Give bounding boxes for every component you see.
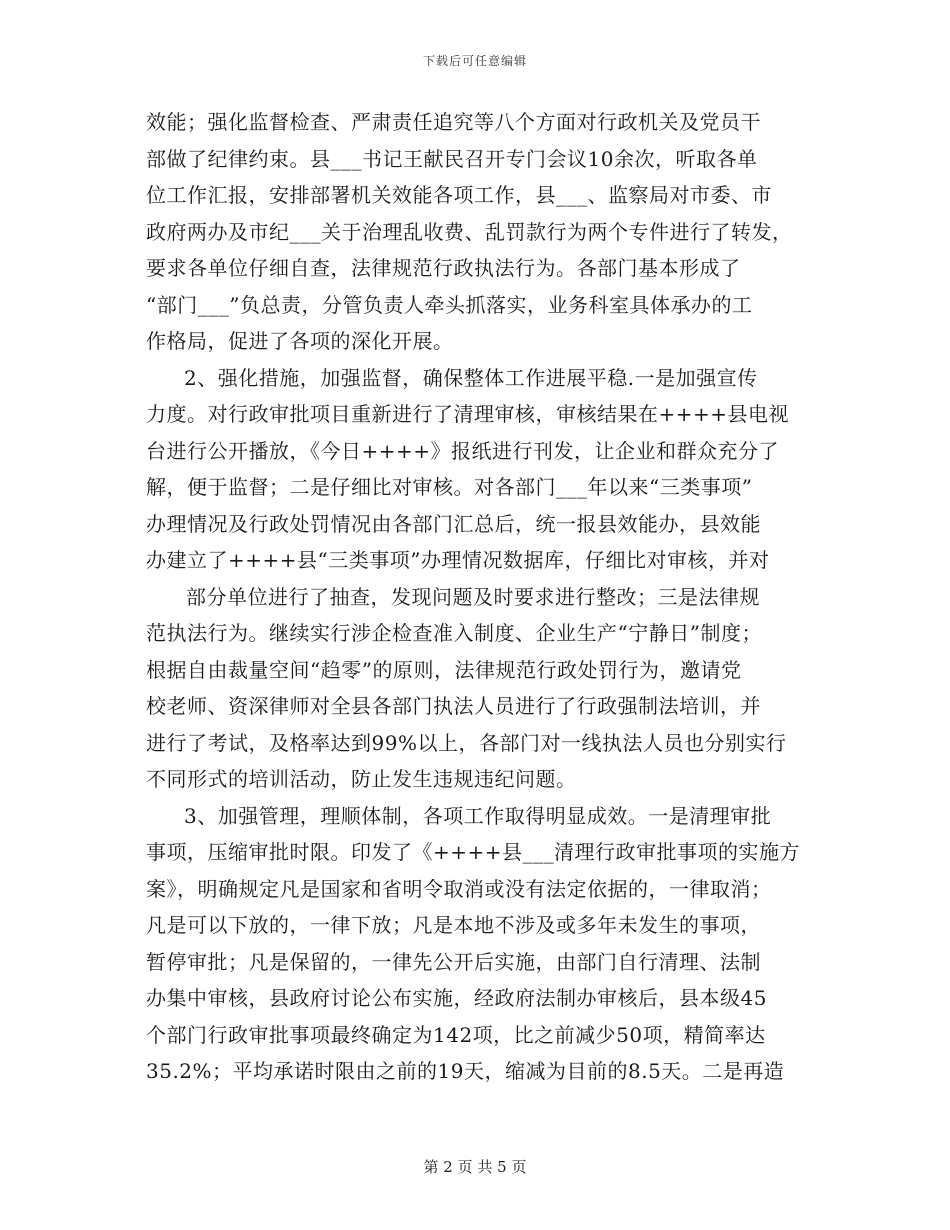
document-body: [146, 104, 836, 1090]
text-line: 位工作汇报，安排部署机关效能各项工作，县___、监察局对市委、市: [146, 183, 772, 207]
text-line: 案》，明确规定凡是国家和省明令取消或没有法定依据的，一律取消；: [146, 876, 772, 901]
text-line: 台进行公开播放，《今日++++》报纸进行刊发，让企业和群众充分了: [146, 438, 780, 463]
text-line: 35.2%；平均承诺时限由之前的19天，缩减为目前的8.5天。二是再造: [146, 1059, 785, 1083]
text-line: 事项，压缩审批时限。印发了《++++县___清理行政审批事项的实施方: [146, 840, 801, 864]
text-line: 解，便于监督；二是仔细比对审核。对各部门___年以来“三类事项”: [146, 475, 753, 499]
text-line: 凡是可以下放的，一律下放；凡是本地不涉及或多年未发生的事项，: [146, 913, 761, 937]
paragraph-start-line: 2、强化措施，加强监督，确保整体工作进展平稳.一是加强宣传: [184, 365, 758, 390]
text-line: 校老师、资深律师对全县各部门执法人员进行了行政强制法培训，并: [146, 694, 761, 718]
text-line: 力度。对行政审批项目重新进行了清理审核，审核结果在++++县电视: [146, 402, 790, 426]
paragraph-start-line: 3、加强管理，理顺体制，各项工作取得明显成效。一是清理审批: [184, 803, 772, 828]
text-line: 范执法行为。继续实行涉企检查准入制度、企业生产“宁静日”制度；: [146, 621, 762, 645]
text-line: 作格局，促进了各项的深化开展。: [146, 329, 454, 353]
text-line: 办理情况及行政处罚情况由各部门汇总后，统一报县效能办，县效能: [146, 511, 761, 536]
text-line: 部做了纪律约束。县___书记王献民召开专门会议10余次，听取各单: [146, 146, 758, 171]
paragraph-start-line: 部分单位进行了抽查，发现问题及时要求进行整改；三是法律规: [186, 584, 760, 609]
text-line: 要求各单位仔细自查，法律规范行政执法行为。各部门基本形成了: [146, 256, 741, 280]
text-line: 办集中审核，县政府讨论公布实施，经政府法制办审核后，县本级45: [146, 986, 767, 1010]
text-line: 个部门行政审批事项最终确定为142项，比之前减少50项，精简率达: [146, 1022, 766, 1047]
text-line: 不同形式的培训活动，防止发生违规违纪问题。: [146, 767, 577, 791]
text-line: 效能；强化监督检查、严肃责任追究等八个方面对行政机关及党员干: [146, 110, 761, 134]
page-number-footer: 第 2 页 共 5 页: [423, 1158, 527, 1176]
text-line: “部门___”负总责，分管负责人牵头抓落实，业务科室具体承办的工: [146, 292, 753, 317]
text-line: 办建立了++++县“三类事项”办理情况数据库，仔细比对审核，并对: [146, 548, 770, 572]
text-line: 根据自由裁量空间“趋零”的原则，法律规范行政处罚行为，邀请党: [146, 657, 742, 682]
text-line: 进行了考试，及格率达到99%以上，各部门对一线执法人员也分别实行: [146, 730, 787, 755]
text-line: 暂停审批；凡是保留的，一律先公开后实施，由部门自行清理、法制: [146, 949, 761, 974]
page-header: 下载后可任意编辑: [422, 54, 527, 68]
text-line: 政府两办及市纪___关于治理乱收费、乱罚款行为两个专件进行了转发，: [146, 219, 793, 244]
